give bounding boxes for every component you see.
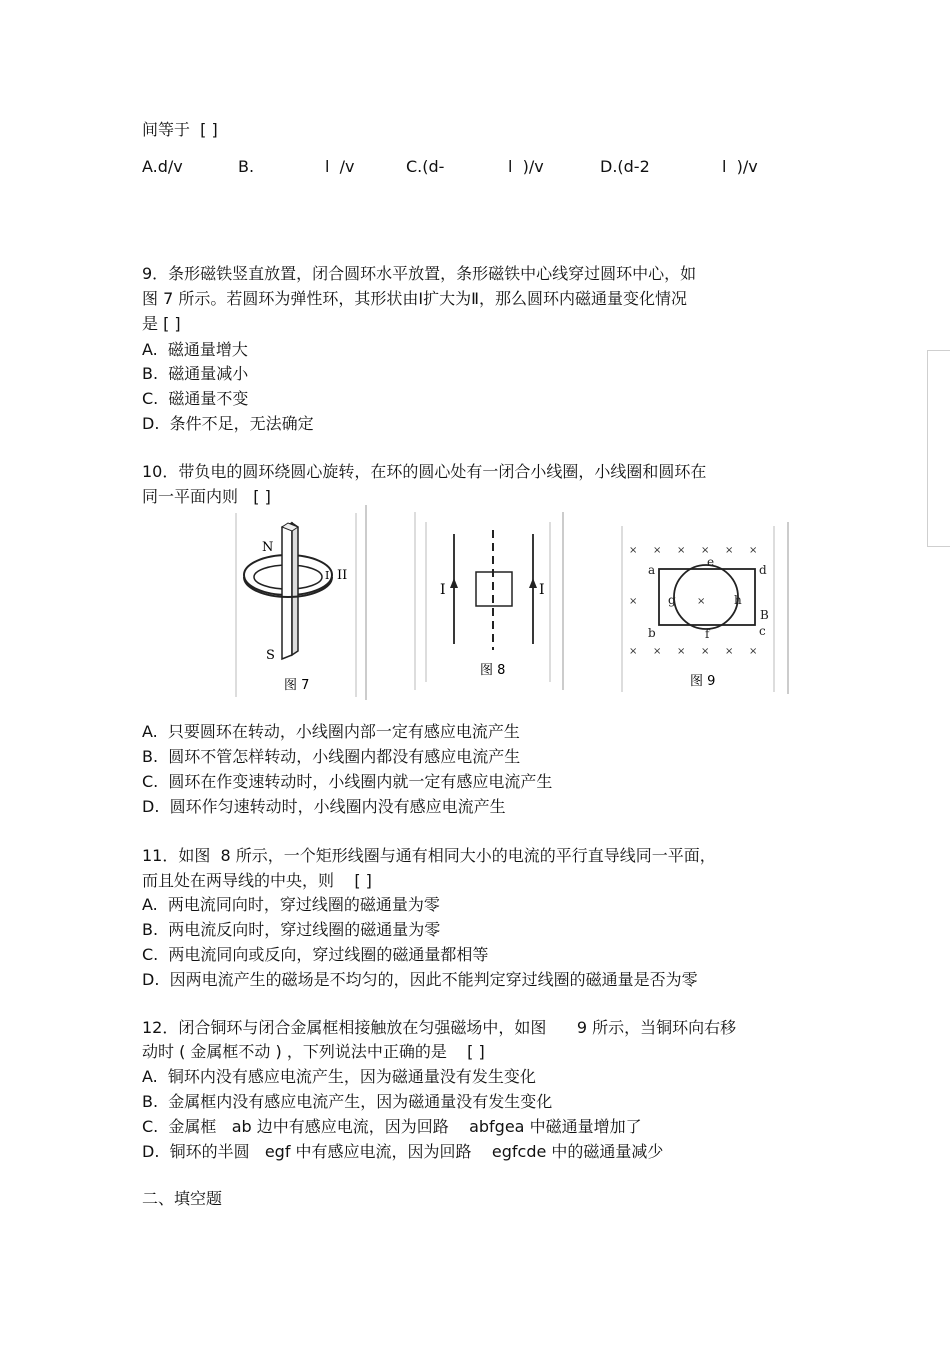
q11-stem-line-1: 11．如图 8 所示，一个矩形线圈与通有相同大小的电流的平行直导线同一平面， — [142, 846, 716, 865]
q11-option-b: B. 两电流反向时，穿过线圈的磁通量为零 — [142, 920, 441, 939]
section-heading-fill-in: 二、填空题 — [142, 1189, 223, 1208]
field-cross: × — [697, 596, 706, 607]
q9-stem-line-1: 9．条形磁铁竖直放置，闭合圆环水平放置，条形磁铁中心线穿过圆环中心，如 — [142, 264, 697, 283]
ring-ii-label: II — [337, 568, 348, 583]
field-cross: × — [701, 545, 710, 556]
figure-7 — [232, 505, 372, 700]
point-c-label: c — [759, 624, 766, 638]
q9-option-d: D. 条件不足，无法确定 — [142, 414, 314, 433]
q10-option-b: B. 圆环不管怎样转动，小线圈内都没有感应电流产生 — [142, 747, 521, 766]
q8-option-d-label: D.(d-2 — [600, 157, 650, 176]
north-pole-label: N — [262, 540, 274, 555]
south-pole-label: S — [266, 648, 275, 663]
q12-option-a: A. 铜环内没有感应电流产生，因为磁通量没有发生变化 — [142, 1067, 536, 1086]
field-cross: × — [725, 646, 734, 657]
q12-option-b: B. 金属框内没有感应电流产生，因为磁通量没有发生变化 — [142, 1092, 553, 1111]
q9-option-c: C. 磁通量不变 — [142, 389, 249, 408]
right-current-label: I — [539, 582, 545, 598]
field-cross: × — [725, 545, 734, 556]
q12-stem-line-1: 12．闭合铜环与闭合金属框相接触放在匀强磁场中，如图 9 所示，当铜环向右移 — [142, 1018, 737, 1037]
point-h-label: h — [734, 593, 742, 607]
q8-option-c-value: l )/v — [508, 157, 544, 176]
q10-stem-line-1: 10．带负电的圆环绕圆心旋转，在环的圆心处有一闭合小线圈，小线圈和圆环在 — [142, 462, 707, 481]
q8-option-a: A.d/v — [142, 157, 183, 176]
q10-option-a: A. 只要圆环在转动，小线圈内部一定有感应电流产生 — [142, 722, 520, 741]
q9-stem-line-3: 是 [ ] — [142, 314, 181, 333]
q8-option-b-label: B. — [238, 157, 255, 176]
q11-option-a: A. 两电流同向时，穿过线圈的磁通量为零 — [142, 895, 440, 914]
q10-option-d: D. 圆环作匀速转动时，小线圈内没有感应电流产生 — [142, 797, 506, 816]
q8-option-d-value: l )/v — [722, 157, 758, 176]
field-cross: × — [629, 545, 638, 556]
page-edge-marker — [927, 350, 950, 547]
point-b-label: b — [648, 626, 656, 640]
field-cross: × — [629, 596, 638, 607]
field-b-label: B — [760, 608, 769, 622]
q8-option-b-value: l /v — [325, 157, 355, 176]
q11-stem-line-2: 而且处在两导线的中央，则 [ ] — [142, 871, 372, 890]
q11-option-d: D. 因两电流产生的磁场是不均匀的，因此不能判定穿过线圈的磁通量是否为零 — [142, 970, 698, 989]
point-f-label: f — [705, 627, 710, 641]
figure-8-caption: 图 8 — [480, 663, 506, 678]
right-current-arrow — [529, 578, 537, 588]
q10-stem-line-2: 同一平面内则 [ ] — [142, 487, 271, 506]
q10-option-c: C. 圆环在作变速转动时，小线圈内就一定有感应电流产生 — [142, 772, 553, 791]
copper-ring — [674, 565, 738, 629]
field-cross: × — [653, 646, 662, 657]
bar-magnet — [282, 523, 298, 659]
figure-9 — [608, 522, 793, 694]
ring-i-label: I — [325, 569, 330, 582]
left-current-label: I — [440, 582, 446, 598]
figure-8 — [410, 512, 570, 690]
q8-option-c-label: C.(d- — [406, 157, 445, 176]
q12-stem-line-2: 动时 ( 金属框不动 ) ，下列说法中正确的是 [ ] — [142, 1042, 485, 1061]
field-cross: × — [629, 646, 638, 657]
field-cross: × — [749, 646, 758, 657]
point-g-label: g — [668, 593, 676, 607]
q12-option-d: D. 铜环的半圆 egf 中有感应电流，因为回路 egfcde 中的磁通量减少 — [142, 1142, 664, 1161]
point-e-label: e — [707, 555, 715, 569]
q11-option-c: C. 两电流同向或反向，穿过线圈的磁通量都相等 — [142, 945, 489, 964]
q8-options — [142, 157, 792, 177]
q12-option-c: C. 金属框 ab 边中有感应电流，因为回路 abfgea 中磁通量增加了 — [142, 1117, 642, 1136]
q9-option-a: A. 磁通量增大 — [142, 340, 248, 359]
field-cross: × — [749, 545, 758, 556]
field-cross: × — [677, 545, 686, 556]
point-a-label: a — [648, 563, 656, 577]
q8-stem-tail: 间等于 [ ] — [142, 120, 218, 139]
left-current-arrow — [450, 578, 458, 588]
field-cross: × — [653, 545, 662, 556]
field-cross: × — [701, 646, 710, 657]
q9-stem-line-2: 图 7 所示。若圆环为弹性环，其形状由Ⅰ扩大为Ⅱ，那么圆环内磁通量变化情况 — [142, 289, 687, 308]
field-cross: × — [677, 646, 686, 657]
figure-7-caption: 图 7 — [284, 678, 310, 693]
point-d-label: d — [759, 563, 767, 577]
q9-option-b: B. 磁通量减小 — [142, 364, 249, 383]
figure-9-caption: 图 9 — [690, 674, 716, 689]
